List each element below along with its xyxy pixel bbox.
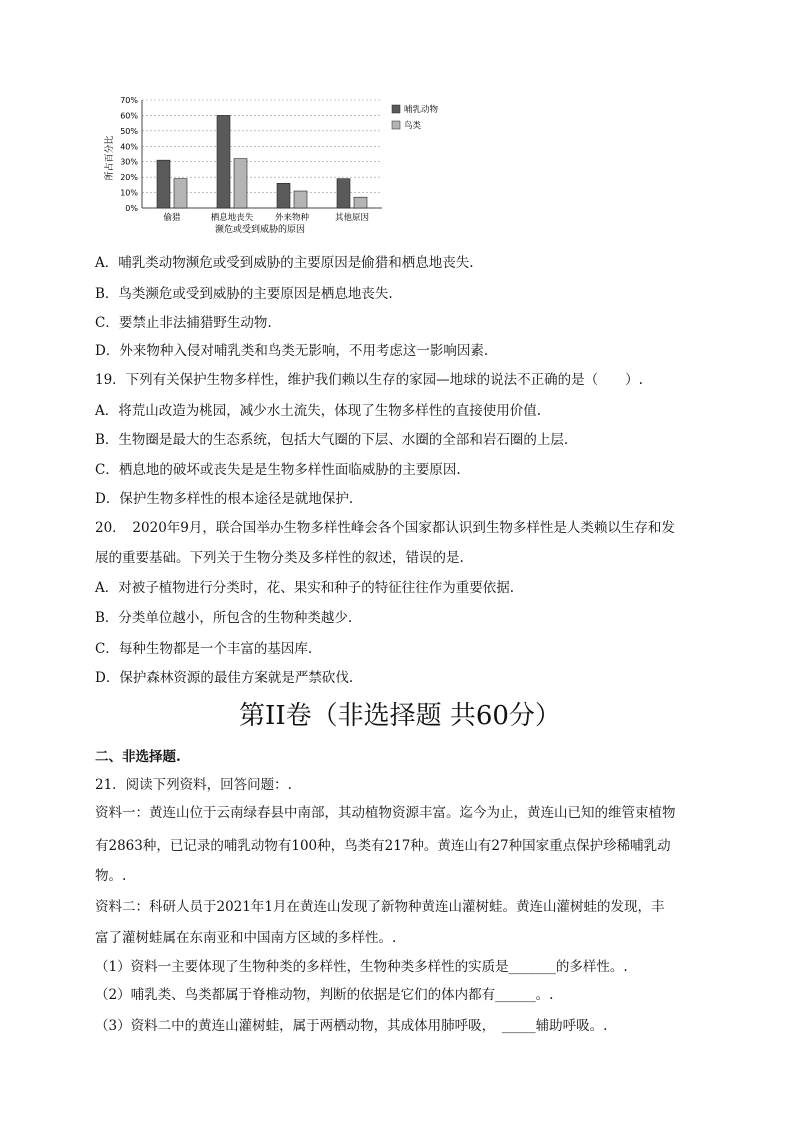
y-tick-label: 70% bbox=[120, 96, 138, 105]
question-text-line: （3）资料二中的黄连山灌树蛙，属于两栖动物，其成体用肺呼吸， _____辅助呼吸。. bbox=[95, 1018, 608, 1034]
x-tick-label: 偷猎 bbox=[163, 213, 181, 223]
legend-label: 鸟类 bbox=[404, 121, 422, 131]
y-tick-label: 60% bbox=[120, 111, 138, 121]
y-axis-label: 所占百分比 bbox=[105, 135, 115, 181]
legend-swatch bbox=[392, 105, 400, 113]
question-text-line: 展的重要基础。下列关于生物分类及多样性的叙述，错误的是. bbox=[95, 550, 464, 566]
question-text-line: C．每种生物都是一个丰富的基因库. bbox=[95, 641, 313, 657]
question-text-line: C．栖息地的破坏或丧失是是生物多样性面临威胁的主要原因. bbox=[95, 462, 461, 478]
y-tick-label: 20% bbox=[120, 173, 138, 183]
legend-label: 哺乳动物 bbox=[404, 105, 439, 115]
question-text-line: 21．阅读下列资料，回答问题：. bbox=[95, 777, 292, 793]
y-tick-label: 30% bbox=[120, 157, 138, 167]
x-tick-label: 外来物种 bbox=[274, 213, 310, 223]
bar-bird bbox=[234, 159, 247, 208]
bar-mammal bbox=[277, 183, 290, 208]
question-text-line: A．对被子植物进行分类时，花、果实和种子的特征往往作为重要依据. bbox=[95, 580, 515, 596]
question-text-line: B．生物圈是最大的生态系统，包括大气圈的下层、水圈的全部和岩石圈的上层. bbox=[95, 432, 569, 448]
question-text-line: （1）资料一主要体现了生物种类的多样性，生物种类多样性的实质是_______的多样性。. bbox=[95, 959, 628, 975]
question-text-line: B．分类单位越小，所包含的生物种类越少. bbox=[95, 610, 353, 626]
question-text-line: C．要禁止非法捕猎野生动物. bbox=[95, 315, 272, 331]
bar-mammal bbox=[217, 115, 230, 208]
legend-swatch bbox=[392, 121, 400, 129]
question-text-line: D．保护生物多样性的根本途径是就地保护. bbox=[95, 491, 354, 507]
question-text-line: 20． 2020年9月，联合国举办生物多样性峰会各个国家都认识到生物多样性是人类赖以生存和发 bbox=[95, 520, 675, 536]
section-heading: 二、非选择题. bbox=[95, 749, 181, 765]
bar-bird bbox=[174, 179, 187, 208]
x-tick-label: 其他原因 bbox=[334, 213, 370, 223]
bar-mammal bbox=[157, 160, 170, 208]
question-text-line: D．保护森林资源的最佳方案就是严禁砍伐. bbox=[95, 670, 354, 686]
question-text-line: 富了灌树蛙属在东南亚和中国南方区域的多样性。. bbox=[95, 930, 397, 946]
question-text-line: D．外来物种入侵对哺乳类和鸟类无影响，不用考虑这一影响因素. bbox=[95, 343, 489, 359]
question-text-line: 资料一：黄连山位于云南绿春县中南部，其动植物资源丰富。迄今为止，黄连山已知的维管束植物 bbox=[95, 805, 676, 821]
bar-mammal bbox=[337, 179, 350, 208]
question-text-line: （2）哺乳类、鸟类都属于脊椎动物，判断的依据是它们的体内都有______。. bbox=[95, 987, 554, 1003]
question-text-line: 有2863种，已记录的哺乳动物有100种，鸟类有217种。黄连山有27种国家重点保护珍稀哺乳动 bbox=[95, 838, 671, 854]
question-text-line: 资料二：科研人员于2021年1月在黄连山发现了新物种黄连山灌树蛙。黄连山灌树蛙的发现，丰 bbox=[95, 899, 665, 915]
bar-bird bbox=[354, 197, 367, 208]
x-tick-label: 栖息地丧失 bbox=[210, 213, 254, 223]
question-text-line: B．鸟类濒危或受到威胁的主要原因是栖息地丧失. bbox=[95, 286, 393, 302]
y-tick-label: 10% bbox=[120, 188, 138, 198]
question-text-line: 19．下列有关保护生物多样性，维护我们赖以生存的家园—地球的说法不正确的是（ ）. bbox=[95, 372, 643, 388]
y-tick-label: 0% bbox=[125, 204, 138, 213]
question-text-line: 物。. bbox=[95, 868, 127, 884]
bar-bird bbox=[294, 191, 307, 208]
question-text-line: A．将荒山改造为桃园，减少水土流失，体现了生物多样性的直接使用价值. bbox=[95, 403, 542, 419]
part-title: 第II卷（非选择题 共60分） bbox=[239, 701, 561, 731]
bar-chart bbox=[0, 0, 800, 250]
y-tick-label: 40% bbox=[120, 142, 138, 152]
x-axis-label: 濒危或受到威胁的原因 bbox=[214, 225, 306, 235]
y-tick-label: 50% bbox=[120, 126, 138, 136]
question-text-line: A．哺乳类动物濒危或受到威胁的主要原因是偷猎和栖息地丧失. bbox=[95, 255, 474, 271]
